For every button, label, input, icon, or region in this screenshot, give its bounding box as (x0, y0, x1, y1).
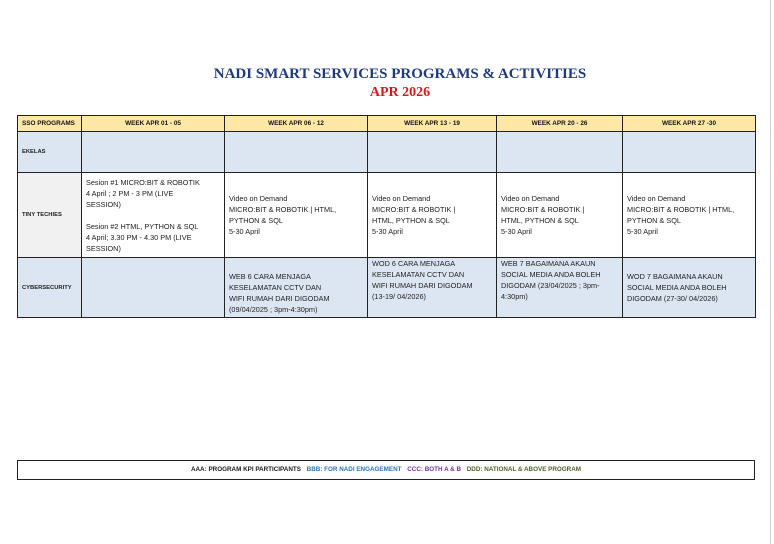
session-2-line-3: SESSION) (86, 243, 121, 253)
table-header-row (18, 116, 756, 132)
page-subtitle: APR 2026 (369, 85, 431, 100)
cyber-w5-line-1: WOD 7 BAGAIMANA AKAUN (627, 272, 723, 281)
tiny-w3-line-3: HTML, PYTHON & SQL (372, 216, 450, 225)
ekelas-week-5 (623, 132, 756, 173)
cyber-w4-line-3: DIGODAM (23/04/2025 ; 3pm- (501, 281, 600, 290)
header-week-3: WEEK APR 13 - 19 (368, 116, 497, 132)
cyber-w2-line-3: WIFI RUMAH DARI DIGODAM (229, 294, 330, 303)
tiny-w3-line-1: Video on Demand (372, 194, 431, 203)
table-row-tiny-techies (18, 173, 756, 258)
legend-ccc: CCC: BOTH A & B (407, 466, 461, 473)
page-title: NADI SMART SERVICES PROGRAMS & ACTIVITIES (213, 66, 587, 82)
tiny-w2-line-3: PYTHON & SQL (229, 216, 283, 225)
tiny-w5-line-2: MICRO:BIT & ROBOTIK | HTML, (627, 205, 735, 214)
tiny-w2-line-4: 5-30 April (229, 227, 260, 236)
cyber-w2-line-4: (09/04/2025 ; 3pm-4:30pm) (229, 305, 318, 314)
cyber-week-2 (225, 258, 368, 318)
schedule-table (17, 115, 756, 318)
tiny-week-4 (497, 173, 623, 258)
row-label-cybersecurity: CYBERSECURITY (18, 258, 82, 318)
cyber-w3-line-3: WIFI RUMAH DARI DIGODAM (372, 281, 473, 290)
tiny-week-5 (623, 173, 756, 258)
header-sso-programs: SSO PROGRAMS (18, 116, 82, 132)
row-label-tiny-techies: TINY TECHIES (18, 173, 82, 258)
tiny-w2-line-1: Video on Demand (229, 194, 288, 203)
tiny-w4-line-1: Video on Demand (501, 194, 560, 203)
cyber-week-1 (82, 258, 225, 318)
cyber-week-4 (497, 258, 623, 318)
legend-box (17, 460, 755, 480)
legend-bbb: BBB: FOR NADI ENGAGEMENT (306, 466, 402, 473)
tiny-w4-line-4: 5-30 April (501, 227, 532, 236)
cyber-w4-line-1: WEB 7 BAGAIMANA AKAUN (501, 259, 596, 268)
tiny-w3-line-2: MICRO:BIT & ROBOTIK | (372, 205, 456, 214)
tiny-week-1 (82, 173, 225, 258)
header-week-2: WEEK APR 06 - 12 (225, 116, 368, 132)
cyber-week-3 (368, 258, 497, 318)
session-2-line-1: Sesion #2 HTML, PYTHON & SQL (86, 221, 199, 231)
tiny-week-3 (368, 173, 497, 258)
table-row-ekelas (18, 132, 756, 173)
row-label-ekelas: EKELAS (18, 132, 82, 173)
cyber-w3-line-4: (13-19/ 04/2026) (372, 292, 426, 301)
cyber-w4-line-4: 4:30pm) (501, 292, 528, 301)
cyber-w5-line-2: SOCIAL MEDIA ANDA BOLEH (627, 283, 727, 292)
header-week-1: WEEK APR 01 - 05 (82, 116, 225, 132)
cyber-week-5 (623, 258, 756, 318)
session-1-line-3: SESSION) (86, 199, 121, 209)
ekelas-week-4 (497, 132, 623, 173)
cyber-w3-line-2: KESELAMATAN CCTV DAN (372, 270, 465, 279)
tiny-w5-line-4: 5-30 April (627, 227, 658, 236)
header-week-5: WEEK APR 27 -30 (623, 116, 756, 132)
legend-aaa: AAA: PROGRAM KPI PARTICIPANTS (190, 466, 301, 473)
table-row-cybersecurity (18, 258, 756, 318)
cyber-w3-line-1: WOD 6 CARA MENJAGA (372, 259, 456, 268)
tiny-w5-line-1: Video on Demand (627, 194, 686, 203)
ekelas-week-3 (368, 132, 497, 173)
cyber-w5-line-3: DIGODAM (27-30/ 04/2026) (627, 294, 718, 303)
cyber-w4-line-2: SOCIAL MEDIA ANDA BOLEH (501, 270, 601, 279)
session-2-line-2: 4 April; 3.30 PM - 4.30 PM (LIVE (86, 232, 192, 242)
tiny-w4-line-3: HTML, PYTHON & SQL (501, 216, 579, 225)
cyber-w2-line-2: KESELAMATAN CCTV DAN (229, 283, 322, 292)
header-week-4: WEEK APR 20 - 26 (497, 116, 623, 132)
ekelas-week-1 (82, 132, 225, 173)
tiny-w3-line-4: 5-30 April (372, 227, 403, 236)
ekelas-week-2 (225, 132, 368, 173)
cyber-w2-line-1: WEB 6 CARA MENJAGA (229, 272, 311, 281)
session-1-line-2: 4 April ; 2 PM - 3 PM (LIVE (86, 188, 174, 198)
legend-ddd: DDD: NATIONAL & ABOVE PROGRAM (466, 466, 582, 473)
tiny-w4-line-2: MICRO:BIT & ROBOTIK | (501, 205, 585, 214)
tiny-week-2 (225, 173, 368, 258)
tiny-w2-line-2: MICRO:BIT & ROBOTIK | HTML, (229, 205, 337, 214)
session-1-line-1: Sesion #1 MICRO:BIT & ROBOTIK (86, 177, 200, 187)
tiny-w5-line-3: PYTHON & SQL (627, 216, 681, 225)
